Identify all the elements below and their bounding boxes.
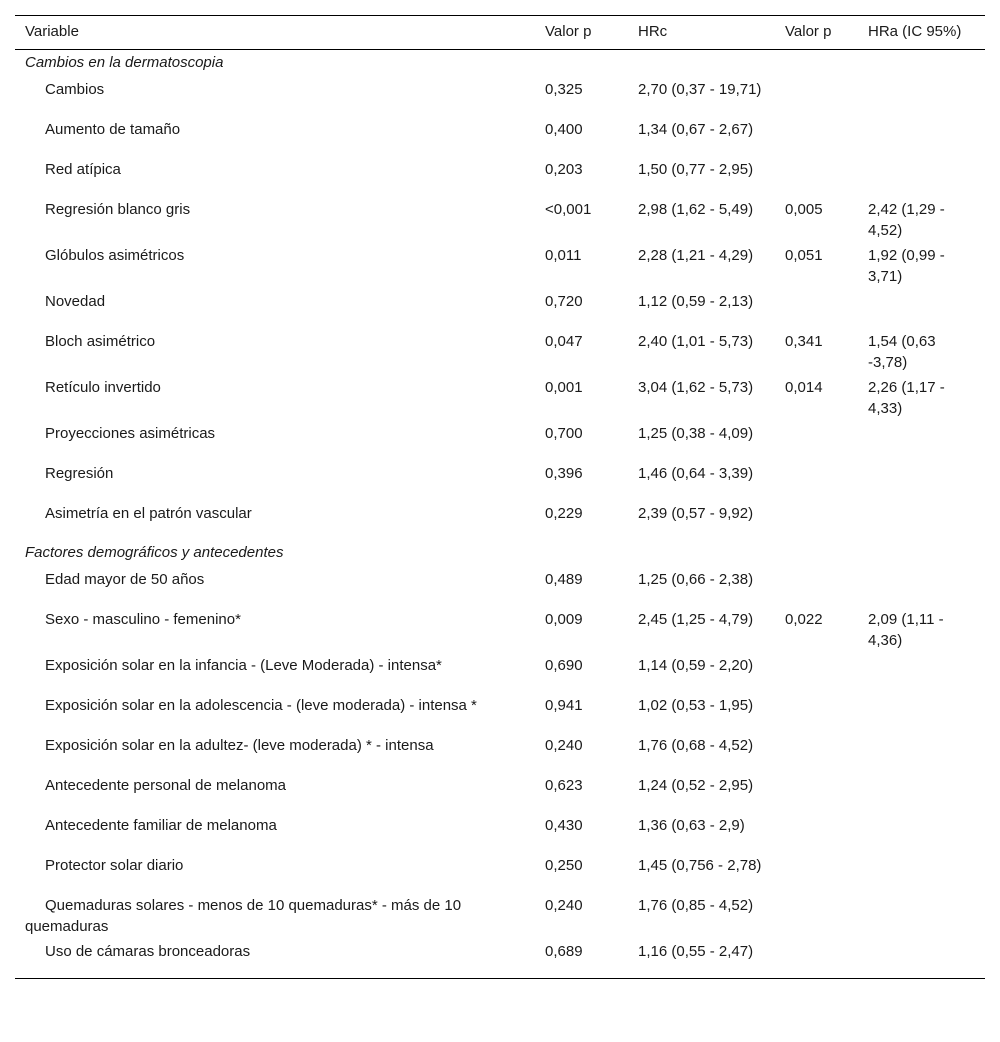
hra-cell: 2,26 (1,17 - 4,33) (868, 379, 945, 417)
hra-cell (858, 566, 985, 606)
table-row (15, 566, 985, 606)
table-row (15, 116, 985, 156)
hra-cell (858, 500, 985, 540)
variable-cell: Antecedente familiar de melanoma (45, 817, 277, 834)
variable-cell: Regresión blanco gris (45, 201, 191, 218)
p-value-cell: 0,623 (545, 777, 583, 794)
p-value-adjusted-cell: 0,051 (785, 247, 823, 264)
hra-cell (858, 938, 985, 978)
table-row (15, 938, 985, 978)
p-value-adjusted-cell (775, 500, 858, 540)
p-value-cell: 0,011 (545, 247, 582, 264)
variable-cell: Retículo invertido (45, 379, 161, 396)
variable-cell: Uso de cámaras bronceadoras (15, 938, 535, 978)
table-row (15, 606, 985, 652)
table-row (15, 692, 985, 732)
header-p-value: Valor p (535, 16, 628, 50)
table-row (15, 652, 985, 692)
p-value-cell: <0,001 (545, 201, 592, 218)
header-p-value-adjusted: Valor p (775, 16, 858, 50)
p-value-cell: 0,240 (545, 737, 583, 754)
variable-cell: Red atípica (45, 161, 121, 178)
table-row (15, 76, 985, 116)
table-row (15, 420, 985, 460)
p-value-adjusted-cell: 0,022 (785, 611, 823, 628)
hra-cell (858, 76, 985, 116)
hrc-cell: 1,24 (0,52 - 2,95) (638, 777, 754, 794)
hrc-cell: 3,04 (1,62 - 5,73) (638, 379, 754, 396)
table-body (15, 50, 985, 979)
hra-cell (858, 116, 985, 156)
p-value-cell: 0,430 (545, 817, 583, 834)
p-value-cell: 0,941 (545, 697, 583, 714)
variable-cell: Bloch asimétrico (45, 333, 156, 350)
hra-cell: 2,42 (1,29 - 4,52) (868, 201, 945, 239)
p-value-cell: 0,009 (545, 611, 583, 628)
hrc-cell: 2,39 (0,57 - 9,92) (638, 505, 754, 522)
hra-cell (858, 892, 985, 938)
p-value-adjusted-cell (775, 566, 858, 606)
hra-cell (858, 772, 985, 812)
p-value-cell: 0,700 (545, 425, 583, 442)
hra-cell (858, 652, 985, 692)
variable-cell: Glóbulos asimétricos (45, 247, 185, 264)
hrc-cell: 1,02 (0,53 - 1,95) (638, 697, 754, 714)
p-value-cell: 0,689 (535, 938, 628, 978)
p-value-cell: 0,690 (545, 657, 583, 674)
p-value-adjusted-cell (775, 938, 858, 978)
variable-cell: Exposición solar en la infancia - (Leve Moderada) - intensa* (45, 657, 442, 674)
hra-cell (858, 156, 985, 196)
variable-cell: Aumento de tamaño (45, 121, 181, 138)
hrc-cell: 1,50 (0,77 - 2,95) (638, 161, 754, 178)
p-value-adjusted-cell (775, 76, 858, 116)
p-value-adjusted-cell (775, 892, 858, 938)
header-hrc: HRc (628, 16, 775, 50)
variable-cell: Asimetría en el patrón vascular (45, 505, 252, 522)
p-value-cell: 0,720 (545, 293, 583, 310)
p-value-adjusted-cell (775, 812, 858, 852)
section-row (15, 50, 985, 77)
hrc-cell: 2,28 (1,21 - 4,29) (638, 247, 754, 264)
section-row (15, 540, 985, 566)
hra-cell (858, 852, 985, 892)
variable-cell: Regresión (45, 465, 114, 482)
hra-cell (858, 288, 985, 328)
hra-cell: 1,92 (0,99 - 3,71) (868, 247, 945, 285)
hrc-cell: 2,70 (0,37 - 19,71) (638, 81, 762, 98)
variable-cell: Sexo - masculino - femenino* (45, 611, 241, 628)
hra-cell (858, 460, 985, 500)
p-value-adjusted-cell (775, 652, 858, 692)
variable-cell: Cambios (45, 81, 105, 98)
hrc-cell: 1,12 (0,59 - 2,13) (638, 293, 754, 310)
hra-cell (858, 692, 985, 732)
variable-cell: Protector solar diario (45, 857, 184, 874)
p-value-cell: 0,047 (545, 333, 583, 350)
hrc-cell: 1,16 (0,55 - 2,47) (628, 938, 775, 978)
variable-cell: Exposición solar en la adolescencia - (leve moderada) - intensa * (45, 697, 477, 714)
table-row (15, 500, 985, 540)
table-row (15, 892, 985, 938)
table-row (15, 374, 985, 420)
table-row (15, 852, 985, 892)
section-title: Factores demográficos y antecedentes (25, 544, 284, 561)
variable-cell: Antecedente personal de melanoma (45, 777, 286, 794)
hrc-cell: 1,25 (0,66 - 2,38) (638, 571, 754, 588)
p-value-cell: 0,001 (545, 379, 583, 396)
table-row (15, 288, 985, 328)
hrc-cell: 1,14 (0,59 - 2,20) (638, 657, 754, 674)
table-row (15, 242, 985, 288)
results-table (15, 15, 985, 979)
hra-cell: 2,09 (1,11 - 4,36) (868, 611, 944, 649)
p-value-cell: 0,229 (545, 505, 583, 522)
p-value-adjusted-cell (775, 772, 858, 812)
p-value-adjusted-cell (775, 116, 858, 156)
table-row (15, 772, 985, 812)
hrc-cell: 1,76 (0,68 - 4,52) (638, 737, 754, 754)
table-row (15, 156, 985, 196)
p-value-adjusted-cell: 0,341 (785, 333, 823, 350)
p-value-adjusted-cell (775, 420, 858, 460)
hrc-cell: 1,36 (0,63 - 2,9) (638, 817, 745, 834)
hra-cell (858, 732, 985, 772)
p-value-cell: 0,325 (545, 81, 583, 98)
variable-cell: Novedad (45, 293, 106, 310)
hrc-cell: 1,34 (0,67 - 2,67) (638, 121, 754, 138)
p-value-cell: 0,400 (545, 121, 583, 138)
hrc-cell: 1,46 (0,64 - 3,39) (638, 465, 754, 482)
variable-cell: Edad mayor de 50 años (45, 571, 205, 588)
table-row (15, 460, 985, 500)
table-row (15, 732, 985, 772)
variable-cell: Quemaduras solares - menos de 10 quemaduras* - más de 10 quemaduras (25, 897, 462, 935)
hrc-cell: 2,40 (1,01 - 5,73) (638, 333, 754, 350)
table-row (15, 196, 985, 242)
hrc-cell: 1,76 (0,85 - 4,52) (638, 897, 754, 914)
section-title: Cambios en la dermatoscopia (25, 54, 224, 71)
variable-cell: Exposición solar en la adultez- (leve moderada) * - intensa (45, 737, 434, 754)
p-value-adjusted-cell (775, 460, 858, 500)
hrc-cell: 1,45 (0,756 - 2,78) (638, 857, 762, 874)
p-value-cell: 0,240 (545, 897, 583, 914)
header-hra: HRa (IC 95%) (858, 16, 985, 50)
p-value-adjusted-cell: 0,014 (785, 379, 823, 396)
p-value-adjusted-cell (775, 692, 858, 732)
variable-cell: Proyecciones asimétricas (45, 425, 216, 442)
p-value-adjusted-cell (775, 156, 858, 196)
table-row (15, 812, 985, 852)
hra-cell (858, 420, 985, 460)
hrc-cell: 1,25 (0,38 - 4,09) (638, 425, 754, 442)
p-value-adjusted-cell: 0,005 (785, 201, 823, 218)
p-value-adjusted-cell (775, 732, 858, 772)
p-value-cell: 0,396 (545, 465, 583, 482)
hra-cell (858, 812, 985, 852)
hrc-cell: 2,45 (1,25 - 4,79) (638, 611, 754, 628)
p-value-adjusted-cell (775, 852, 858, 892)
hrc-cell: 2,98 (1,62 - 5,49) (638, 201, 754, 218)
p-value-cell: 0,250 (545, 857, 583, 874)
header-variable: Variable (15, 16, 535, 50)
p-value-cell: 0,203 (545, 161, 583, 178)
hra-cell: 1,54 (0,63 -3,78) (868, 333, 936, 371)
p-value-adjusted-cell (775, 288, 858, 328)
header-row (15, 16, 985, 50)
table-row (15, 328, 985, 374)
p-value-cell: 0,489 (545, 571, 583, 588)
